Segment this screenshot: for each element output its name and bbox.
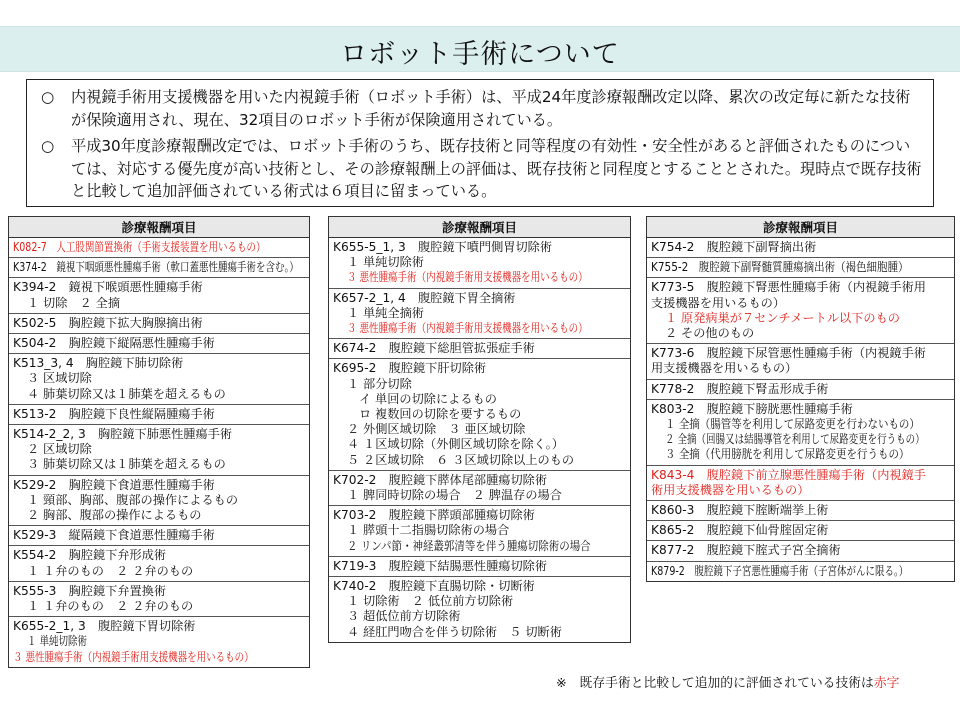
bullet-icon: ○	[41, 137, 55, 155]
fee-item-sub: ２ 区域切除	[27, 442, 92, 457]
fee-item-sub: １ 膵頭十二指腸切除術の場合	[347, 523, 510, 538]
fee-column-3	[646, 216, 955, 582]
fee-item-title-highlight: K843-4 腹腔鏡下前立腺悪性腫瘍手術（内視鏡手	[651, 467, 926, 482]
fee-item-sub: ３ 区域切除	[27, 371, 92, 386]
fee-item-sub: ４ 経肛門吻合を伴う切除術 ５ 切断術	[347, 624, 562, 639]
fee-item	[329, 359, 630, 470]
fee-item-sub: １ 単純切除術	[27, 634, 88, 649]
fee-item-title: K719-3 腹腔鏡下結腸悪性腫瘍切除術	[333, 558, 548, 573]
fee-item	[329, 238, 630, 289]
fee-item-sub: ２ 全摘（回腸又は結腸導管を利用して尿路変更を行うもの）	[665, 432, 925, 447]
intro-paragraph-2	[37, 135, 923, 203]
fee-column-2	[328, 216, 631, 643]
fee-item-title: K877-2 腹腔鏡下腟式子宮全摘術	[651, 543, 841, 558]
footnote	[556, 672, 899, 691]
fee-item	[9, 278, 309, 313]
fee-item	[647, 344, 954, 379]
fee-item	[647, 238, 954, 258]
fee-item	[647, 501, 954, 521]
fee-item	[647, 278, 954, 344]
page-title: ロボット手術について	[340, 39, 620, 70]
fee-item-sub: ２ その他のもの	[665, 326, 755, 341]
fee-item	[9, 425, 309, 476]
fee-item	[647, 258, 954, 278]
fee-item-sub: １ １弁のもの ２ ２弁のもの	[27, 599, 194, 614]
fee-item-title: K702-2 腹腔鏡下膵体尾部腫瘍切除術	[333, 472, 548, 487]
fee-item-title: K394-2 鏡視下喉頭悪性腫瘍手術	[13, 280, 203, 295]
fee-item-sub: １ １弁のもの ２ ２弁のもの	[27, 563, 194, 578]
fee-item-title: K657-2_1, 4 腹腔鏡下胃全摘術	[333, 290, 516, 305]
fee-item	[9, 334, 309, 354]
fee-item	[9, 405, 309, 425]
fee-item	[9, 476, 309, 527]
fee-item-sub: １ 切除術 ２ 低位前方切除術	[347, 594, 514, 609]
bullet-icon: ○	[41, 88, 55, 106]
fee-item-title: K755-2 腹腔鏡下副腎髄質腫瘍摘出術（褐色細胞腫）	[651, 260, 909, 275]
intro-box	[26, 79, 934, 207]
fee-item-title: K778-2 腹腔鏡下腎盂形成手術	[651, 381, 829, 396]
fee-item	[9, 238, 309, 258]
column-header: 診療報酬項目	[647, 217, 954, 238]
fee-item-sub: ロ 複数回の切除を要するもの	[359, 407, 522, 422]
fee-item	[329, 506, 630, 557]
fee-item-sub-highlight: ３ 悪性腫瘍手術（内視鏡手術用支援機器を用いるもの）	[347, 321, 588, 336]
fee-item-title: K803-2 腹腔鏡下膀胱悪性腫瘍手術	[651, 401, 853, 416]
fee-item-sub: ５ ２区域切除 ６ ３区域切除以上のもの	[347, 452, 575, 467]
fee-item-sub: １ 切除 ２ 全摘	[27, 295, 121, 310]
fee-item-title: K514-2_2, 3 胸腔鏡下肺悪性腫瘍手術	[13, 427, 233, 442]
fee-item	[647, 541, 954, 561]
fee-item-sub: １ 脾同時切除の場合 ２ 脾温存の場合	[347, 488, 562, 503]
fee-item-title: K703-2 腹腔鏡下膵頭部腫瘍切除術	[333, 508, 535, 523]
fee-item-sub: １ 部分切除	[347, 376, 412, 391]
fee-item	[9, 526, 309, 546]
fee-item-title: K554-2 胸腔鏡下弁形成術	[13, 548, 167, 563]
fee-column-1	[8, 216, 310, 668]
intro-paragraph-1	[37, 86, 923, 131]
fee-item-sub: ２ リンパ節・神経叢郭清等を伴う腫瘍切除術の場合	[347, 538, 591, 553]
fee-item-sub-highlight: ３ 悪性腫瘍手術（内視鏡手術用支援機器を用いるもの）	[347, 270, 588, 285]
fee-item-title: K502-5 胸腔鏡下拡大胸腺摘出術	[13, 315, 203, 330]
fee-item	[9, 314, 309, 334]
fee-item-title: K879-2 腹腔鏡下子宮悪性腫瘍手術（子宮体がんに限る。）	[651, 563, 909, 578]
fee-item-title: K374-2 鏡視下咽頭悪性腫瘍手術（軟口蓋悪性腫瘍手術を含む。）	[13, 260, 299, 275]
fee-item-title: K529-2 胸腔鏡下食道悪性腫瘍手術	[13, 477, 215, 492]
fee-item-sub: ２ 胸部、腹部の操作によるもの	[27, 508, 202, 523]
fee-item-title: K860-3 腹腔鏡下腟断端挙上術	[651, 503, 829, 518]
fee-item-sub-highlight: １ 原発病巣が７センチメートル以下のもの	[665, 310, 900, 325]
fee-item-title: K513-2 胸腔鏡下良性縦隔腫瘍手術	[13, 406, 215, 421]
fee-item-title: K504-2 胸腔鏡下縦隔悪性腫瘍手術	[13, 336, 215, 351]
fee-item	[647, 400, 954, 466]
fee-item-title: K674-2 腹腔鏡下総胆管拡張症手術	[333, 341, 535, 356]
fee-item	[329, 557, 630, 577]
fee-item-title: K529-3 縦隔鏡下食道悪性腫瘍手術	[13, 528, 215, 543]
fee-item	[329, 577, 630, 642]
fee-item-title: K740-2 腹腔鏡下直腸切除・切断術	[333, 579, 535, 594]
fee-item-title-cont: 用支援機器を用いるもの）	[651, 361, 798, 376]
column-header: 診療報酬項目	[9, 217, 309, 238]
fee-item	[9, 546, 309, 581]
fee-item-sub: １ 単純全摘術	[347, 305, 424, 320]
fee-item-title: K555-3 胸腔鏡下弁置換術	[13, 583, 167, 598]
fee-item-sub: ３ 肺葉切除又は１肺葉を超えるもの	[27, 457, 226, 472]
fee-item-title: K773-6 腹腔鏡下尿管悪性腫瘍手術（内視鏡手術	[651, 346, 926, 361]
fee-item	[329, 471, 630, 506]
fee-item-title: K513_3, 4 胸腔鏡下肺切除術	[13, 356, 184, 371]
fee-item-sub: ４ 肺葉切除又は１肺葉を超えるもの	[27, 386, 226, 401]
fee-item	[329, 339, 630, 359]
fee-item-sub: １ 単純切除術	[347, 255, 424, 270]
fee-item-sub: ３ 全摘（代用膀胱を利用して尿路変更を行うもの）	[665, 447, 910, 462]
fee-item-sub: ２ 外側区域切除 ３ 亜区域切除	[347, 422, 526, 437]
fee-item-title: K865-2 腹腔鏡下仙骨腟固定術	[651, 523, 829, 538]
fee-item-sub: １ 全摘（腸管等を利用して尿路変更を行わないもの）	[665, 417, 920, 432]
fee-item-title: K695-2 腹腔鏡下肝切除術	[333, 361, 487, 376]
fee-item	[9, 354, 309, 405]
fee-item-title: K754-2 腹腔鏡下副腎摘出術	[651, 240, 817, 254]
fee-item	[647, 380, 954, 400]
fee-item-sub: １ 頸部、胸部、腹部の操作によるもの	[27, 492, 239, 507]
fee-item	[647, 521, 954, 541]
fee-item	[329, 289, 630, 340]
intro-text-2: 平成30年度診療報酬改定では、ロボット手術のうち、既存技術と同等程度の有効性・安全性があると評価されたものについては、対応する優先度が高い技術とし、その診療報酬上の評価は、既存技術と同程度とすることとされた。現時点で既存技術と比較して追加評価されている術式は６項目に留まっている。	[71, 137, 922, 200]
fee-item	[647, 466, 954, 501]
fee-item-sub: ４ １区域切除（外側区域切除を除く。）	[347, 437, 564, 452]
fee-item	[9, 258, 309, 278]
fee-item-title: K082-7 人工股関節置換術（手術支援装置を用いるもの）	[13, 240, 266, 254]
fee-item	[647, 562, 954, 581]
fee-item-sub-highlight: ３ 悪性腫瘍手術（内視鏡手術用支援機器を用いるもの）	[13, 649, 254, 664]
fee-item-sub: イ 単回の切除によるもの	[359, 391, 497, 406]
footnote-highlight: 赤字	[873, 676, 900, 691]
fee-item-title: K655-5_1, 3 腹腔鏡下噴門側胃切除術	[333, 240, 553, 254]
fee-item	[9, 582, 309, 617]
fee-item-title: K655-2_1, 3 腹腔鏡下胃切除術	[13, 619, 196, 634]
footnote-text: ※ 既存手術と比較して追加的に評価されている技術は	[556, 676, 874, 691]
fee-item-title-highlight-cont: 術用支援機器を用いるもの）	[651, 482, 810, 497]
fee-item	[9, 617, 309, 667]
fee-item-sub: ３ 超低位前方切除術	[347, 609, 461, 624]
fee-item-title-cont: 支援機器を用いるもの）	[651, 295, 786, 310]
column-header: 診療報酬項目	[329, 217, 630, 238]
fee-item-title: K773-5 腹腔鏡下腎悪性腫瘍手術（内視鏡手術用	[651, 280, 926, 295]
intro-text-1: 内視鏡手術用支援機器を用いた内視鏡手術（ロボット手術）は、平成24年度診療報酬改定以降、累次の改定毎に新たな技術が保険適用され、現在、32項目のロボット手術が保険適用されている。	[71, 88, 911, 129]
